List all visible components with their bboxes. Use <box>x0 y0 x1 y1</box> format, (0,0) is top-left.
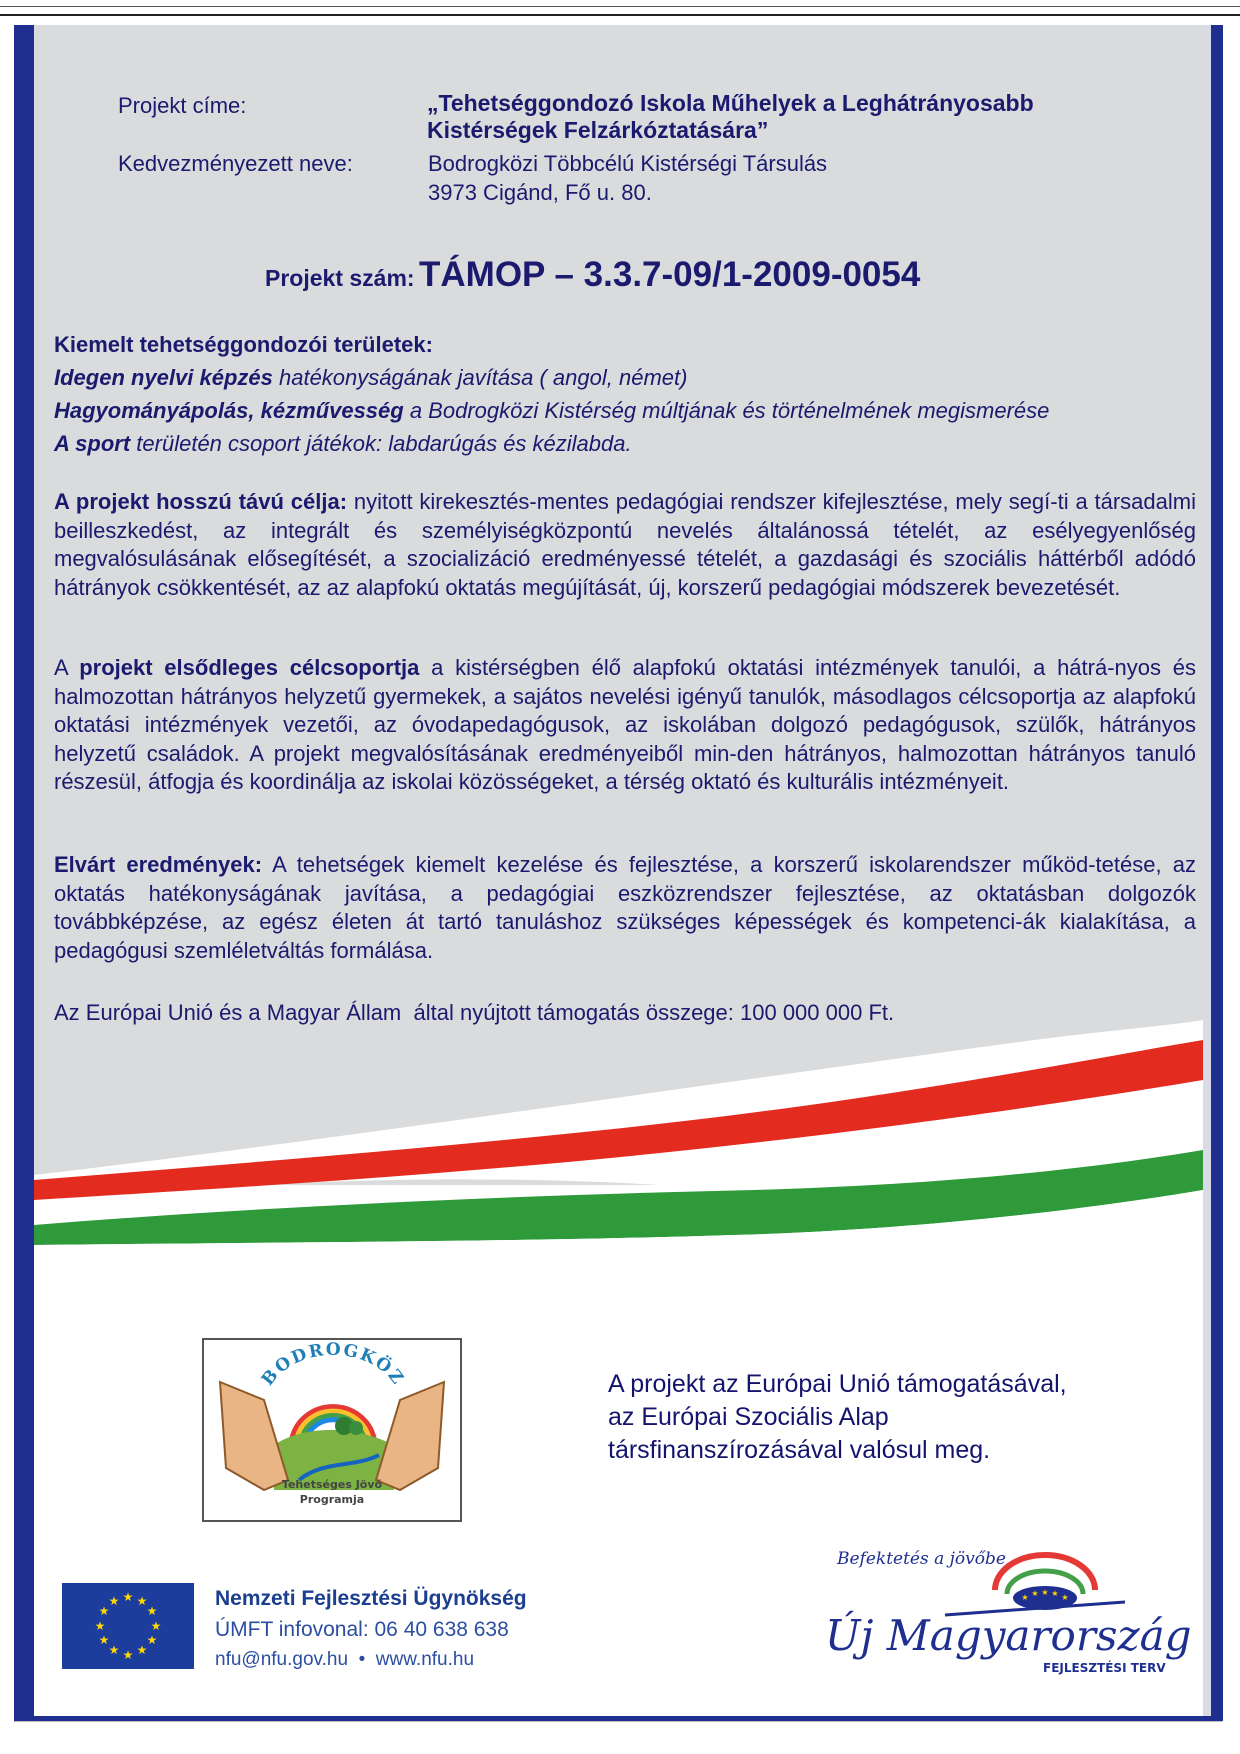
project-number-value: TÁMOP – 3.3.7-09/1-2009-0054 <box>419 255 921 294</box>
svg-text:BODROGKÖZ <box>258 1340 408 1390</box>
svg-text:★: ★ <box>136 1594 148 1608</box>
goal-heading: A projekt hosszú távú célja: <box>54 489 348 514</box>
support-line2: az Európai Szociális Alap <box>608 1403 889 1431</box>
area-3-title: A sport <box>54 431 131 456</box>
support-statement <box>608 1368 1168 1467</box>
area-2-title: Hagyományápolás, kézművesség <box>54 398 404 423</box>
beneficiary-address: 3973 Cigánd, Fő u. 80. <box>428 180 652 205</box>
project-title-line2: Kistérségek Felzárkóztatására” <box>427 117 769 143</box>
logo-arc-text: BODROGKÖZ <box>257 1340 409 1390</box>
svg-text:★: ★ <box>146 1604 158 1618</box>
svg-text:★: ★ <box>122 1648 134 1662</box>
svg-text:★: ★ <box>98 1604 110 1618</box>
top-rule-thin <box>0 6 1240 7</box>
project-title-label: Projekt címe: <box>118 93 247 118</box>
svg-text:★: ★ <box>122 1590 134 1604</box>
right-border-inner <box>1203 25 1211 1721</box>
right-border <box>1211 25 1223 1721</box>
uj-magyarorszag-logo <box>825 1540 1192 1690</box>
support-line1: A projekt az Európai Unió támogatásával, <box>608 1370 1067 1398</box>
umft-graphic <box>825 1540 1192 1690</box>
support-line3: társfinanszírozásával valósul meg. <box>608 1436 991 1464</box>
eu-stars <box>62 1583 194 1669</box>
bodrogkoz-logo <box>202 1338 462 1522</box>
logo-line1: Tehetséges Jövő <box>281 1478 383 1491</box>
svg-text:★: ★ <box>94 1619 106 1633</box>
umft-name: Új Magyarország <box>825 1611 1192 1660</box>
svg-text:★: ★ <box>108 1643 120 1657</box>
target-text: a kistérségben élő alapfokú oktatási intézmények tanulói, a hátrá-nyos és halmozottan hátrányos helyzetű gyermekek, a sajátos nevelési igényű tanulók, másodlagos célcsoportja az alapfokú oktatási intézmények vezetői, az óvodapedagógusok, az iskolában dolgozó pedagógusok, szülők, hátrányos helyzetű családok. A projekt megvalósításának eredményeiből min-den hátrányos, halmozottan hátrányos tanuló részesül, átfogja és koordinálja az iskolai közösségeket, a térség oktató és kulturális intézményeit. <box>54 655 1196 794</box>
goal-text: nyitott kirekesztés-mentes pedagógiai rendszer kifejlesztése, mely segí-ti a társadalmi beilleszkedést, az integrált és személyiségközpontú nevelés általánossá tételét, az esélyegyenlőség megvalósulásának elősegítését, a szocializáció eredményessé tételét, a gazdasági és szociális háttérből adódó hátrányok csökkentését, az az alapfokú oktatás megújítását, új, korszerű pedagógiai módszerek bevezetését. <box>54 489 1196 600</box>
umft-tagline: Befektetés a jövőbe <box>837 1549 1006 1569</box>
flag-swoosh <box>34 1020 1203 1300</box>
project-title-line1: „Tehetséggondozó Iskola Műhelyek a Leghátrányosabb <box>427 90 1034 116</box>
top-rule <box>0 14 1240 16</box>
project-number <box>265 255 920 295</box>
results-heading: Elvárt eredmények: <box>54 852 263 877</box>
areas-heading: Kiemelt tehetséggondozói területek: <box>54 332 433 357</box>
goal-paragraph <box>54 488 1196 602</box>
umft-sub: FEJLESZTÉSI TERV <box>1043 1661 1166 1675</box>
svg-text:★: ★ <box>1041 1588 1049 1597</box>
left-border <box>14 25 34 1721</box>
logo-line2: Programja <box>299 1493 365 1506</box>
svg-text:★: ★ <box>1021 1593 1029 1602</box>
funding-line: Az Európai Unió és a Magyar Állam által nyújtott támogatás összege: 100 000 000 Ft. <box>54 1000 895 1025</box>
eu-flag-icon <box>62 1583 194 1669</box>
beneficiary-name: Bodrogközi Többcélú Kistérségi Társulás <box>428 151 828 176</box>
svg-text:★: ★ <box>108 1594 120 1608</box>
beneficiary-label: Kedvezményezett neve: <box>118 151 353 176</box>
nfu-web: nfu@nfu.gov.hu • www.nfu.hu <box>215 1649 475 1670</box>
area-3-text: területén csoport játékok: labdarúgás és kézilabda. <box>130 431 632 456</box>
bottom-border <box>14 1716 1223 1721</box>
nfu-block <box>215 1587 527 1671</box>
target-prefix: A <box>54 655 80 680</box>
svg-text:★: ★ <box>136 1643 148 1657</box>
results-paragraph <box>54 851 1196 965</box>
project-title <box>427 90 1147 144</box>
project-number-label: Projekt szám: <box>265 265 415 291</box>
areas-section <box>54 328 1196 460</box>
area-1-title: Idegen nyelvi képzés <box>54 365 273 390</box>
svg-text:★: ★ <box>150 1619 162 1633</box>
target-paragraph <box>54 654 1196 797</box>
nfu-name: Nemzeti Fejlesztési Ügynökség <box>215 1587 527 1610</box>
bodrogkoz-logo-graphic <box>204 1340 460 1520</box>
results-text: A tehetségek kiemelt kezelése és fejlesztése, a korszerű iskolarendszer működ-tetése, az oktatás hatékonyságának javítása, a pedagógiai eszközrendszer fejlesztése, az oktatásban dolgozók továbbképzése, az egész életen át tartó tanuláshoz szükséges képességek és kompetenci-ák kialakítása, a pedagógusi szemléletváltás formálása. <box>54 852 1197 963</box>
area-1-text: hatékonyságának javítása ( angol, német) <box>272 365 688 390</box>
svg-text:★: ★ <box>146 1633 158 1647</box>
svg-text:★: ★ <box>1051 1589 1059 1598</box>
svg-text:★: ★ <box>98 1633 110 1647</box>
svg-text:★: ★ <box>1061 1593 1069 1602</box>
area-2-text: a Bodrogközi Kistérség múltjának és történelmének megismerése <box>403 398 1050 423</box>
svg-text:★: ★ <box>1031 1589 1039 1598</box>
nfu-phone: ÚMFT infovonal: 06 40 638 638 <box>215 1618 509 1641</box>
target-heading: projekt elsődleges célcsoportja <box>79 655 420 680</box>
